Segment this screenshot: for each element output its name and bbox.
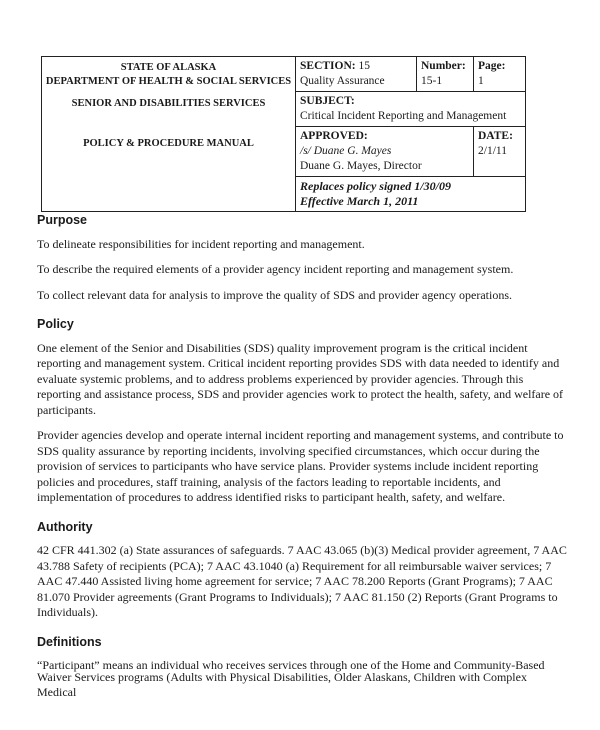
document-header-table [41,56,526,212]
section-cell [296,57,417,92]
authority-paragraph: 42 CFR 441.302 (a) State assurances of safeguards. 7 AAC 43.065 (b)(3) Medical provider agreement, 7 AAC 43.788 Safety of recipients (PCA); 7 AAC 43.1040 (a) Requirement for all reimbursable waiver services; 7 AAC 47.440 Assisted living home agreement for service; 7 AAC 78.200 Reports (Grant Programs); 7 AAC 81.070 Provider agreements (Grant Programs to Individuals); 7 AAC 81.150 (2) Reports (Grant Programs to Individuals). [37,543,567,619]
section-number: 15 [358,60,370,72]
date-cell [474,127,526,177]
purpose-paragraph: To describe the required elements of a provider agency incident reporting and management system. [37,262,514,276]
definitions-section [37,634,567,699]
division-name: SENIOR AND DISABILITIES SERVICES [71,98,266,109]
approved-label: APPROVED: [300,130,368,142]
policy-section [37,317,567,506]
purpose-section [37,213,567,303]
subject-label: SUBJECT: [300,95,355,107]
department-name: DEPARTMENT OF HEALTH & SOCIAL SERVICES [45,76,292,87]
purpose-heading: Purpose [37,213,88,227]
policy-heading: Policy [37,317,74,331]
date-label: DATE: [478,130,513,142]
definitions-heading: Definitions [37,634,102,649]
number-label: Number: [421,60,466,72]
page-cell [474,57,526,92]
number-value: 15-1 [421,75,443,87]
definitions-cutoff [37,669,567,699]
page-value: 1 [478,75,484,87]
number-cell [417,57,474,92]
section-label: SECTION: [300,60,356,72]
authority-section [37,520,567,621]
agency-block [42,57,296,212]
purpose-paragraph: To collect relevant data for analysis to improve the quality of SDS and provider agency operations. [37,287,513,302]
definitions-line: “Participant” means an individual who receives services through one of the Home and Community-Based [37,658,545,672]
date-value: 2/1/11 [478,145,507,157]
policy-paragraph: One element of the Senior and Disabilities (SDS) quality improvement program is the critical incident reporting and management system. Critical incident reporting provides SDS with data needed to identify and evaluate systemic problems, and to address problems experienced by provider agencies. Through this reporting and assistance process, SDS and provider agencies work to protect the health, safety, and welfare of participants. [37,340,564,417]
replaces-note: Replaces policy signed 1/30/09 [300,179,451,193]
approved-name: Duane G. Mayes, Director [300,160,422,172]
approved-signature: /s/ Duane G. Mayes [300,145,392,157]
subject-cell [296,92,526,127]
page-label: Page: [478,60,506,72]
purpose-paragraph: To delineate responsibilities for incident reporting and management. [37,236,365,251]
state-name: STATE OF ALASKA [120,62,217,73]
section-title: Quality Assurance [300,75,385,87]
document-body [37,213,567,698]
subject-value: Critical Incident Reporting and Management [300,110,507,122]
effective-cell [296,177,526,212]
effective-date: Effective March 1, 2011 [300,194,419,208]
approved-cell [296,127,474,177]
policy-paragraph: Provider agencies develop and operate internal incident reporting and management systems, and contribute to SDS quality assurance by reporting incidents, involving specified circumstances, which occur during the provision of services to participants who have service plans. Provider systems include incident reporting policies and procedures, staff training, analysis of the factors leading to reportable incidents, and implementation of procedures to address identified risks to participant health, safety, and welfare. [37,428,564,504]
definitions-line: Waiver Services programs (Adults with Physical Disabilities, Older Alaskans, Children with Complex Medical [37,669,527,699]
authority-heading: Authority [37,519,93,534]
manual-name: POLICY & PROCEDURE MANUAL [83,138,254,149]
